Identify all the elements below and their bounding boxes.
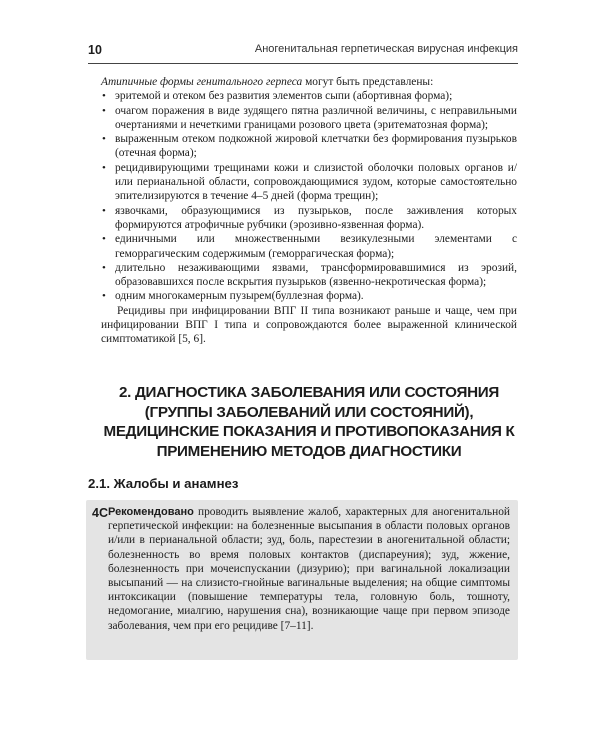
intro-line	[101, 75, 517, 89]
list-item: • эритемой и отеком без развития элементов сыпи (абортивная форма);	[101, 89, 517, 103]
page-header	[88, 43, 518, 63]
list-item: • рецидивирующими трещинами кожи и слизистой оболочки половых органов и/или перианальной области, сопровождающимися зудом, которые самостоятельно эпителизируются в течение 4–5 дней (форма трещин);	[101, 161, 517, 204]
list-item: • единичными или множественными везикулезными элементами с геморрагическим содержимым (геморрагическая форма);	[101, 232, 517, 261]
evidence-grade-badge: 4C	[92, 506, 108, 520]
running-title: Аногенитальная герпетическая вирусная инфекция	[254, 43, 518, 55]
list-item: • одним многокамерным пузырем(буллезная форма).	[101, 289, 517, 303]
subheading: 2.1. Жалобы и анамнез	[88, 476, 239, 491]
intro-rest: могут быть представлены:	[302, 76, 434, 88]
header-rule	[88, 63, 518, 64]
list-item: • очагом поражения в виде зудящего пятна различной величины, с неправильными очертаниями и нечеткими границами розового цвета (эритематозная форма);	[101, 104, 517, 133]
section-heading: 2. ДИАГНОСТИКА ЗАБОЛЕВАНИЯ ИЛИ СОСТОЯНИЯ (ГРУППЫ ЗАБОЛЕВАНИЙ ИЛИ СОСТОЯНИЙ), МЕДИЦИНСКИЕ ПОКАЗАНИЯ И ПРОТИВОПОКАЗАНИЯ К ПРИМЕНЕНИЮ МЕТОДОВ ДИАГНОСТИКИ	[103, 384, 515, 460]
recommendation-box	[86, 500, 518, 660]
intro-italic: Атипичные формы генитального герпеса	[101, 76, 303, 88]
list-item: • выраженным отеком подкожной жировой клетчатки без формирования пузырьков (отечная форма);	[101, 132, 517, 161]
atypical-forms-list	[101, 89, 517, 303]
recommendation-lead: Рекомендовано	[108, 506, 194, 518]
page-number: 10	[88, 43, 102, 57]
list-item: • длительно незаживающими язвами, трансформировавшимися из эрозий, образовавшихся после вскрытия пузырьков (язвенно-некротическая форма);	[101, 261, 517, 290]
list-item: • язвочками, образующимися из пузырьков, после заживления которых формируются атрофичные рубчики (эрозивно-язвенная форма).	[101, 204, 517, 233]
recommendation-text	[108, 505, 510, 633]
recommendation-body: проводить выявление жалоб, характерных для аногенитальной герпетической инфекции: на болезненные высыпания в области половых органов и/или в перианальной области; зуд, боль, парестезии в аногенитальной области; болезненность во время половых контактов (диспареуния); зуд, жжение, болезненность при мочеиспускании (дизурию); при вагинальной локализации высыпаний — на слизисто-гнойные вагинальные выделения; на общие симптомы интоксикации (повышение температуры тела, головную боль, тошноту, недомогание, миалгию, нарушения сна), возникающие чаще при первом эпизоде заболевания, чем при его рецидиве [7–11].	[108, 506, 510, 632]
relapse-paragraph: Рецидивы при инфицировании ВПГ II типа возникают раньше и чаще, чем при инфицировании ВПГ I типа и сопровождаются более выраженной клинической симптоматикой [5, 6].	[101, 304, 517, 346]
main-text	[101, 75, 517, 347]
